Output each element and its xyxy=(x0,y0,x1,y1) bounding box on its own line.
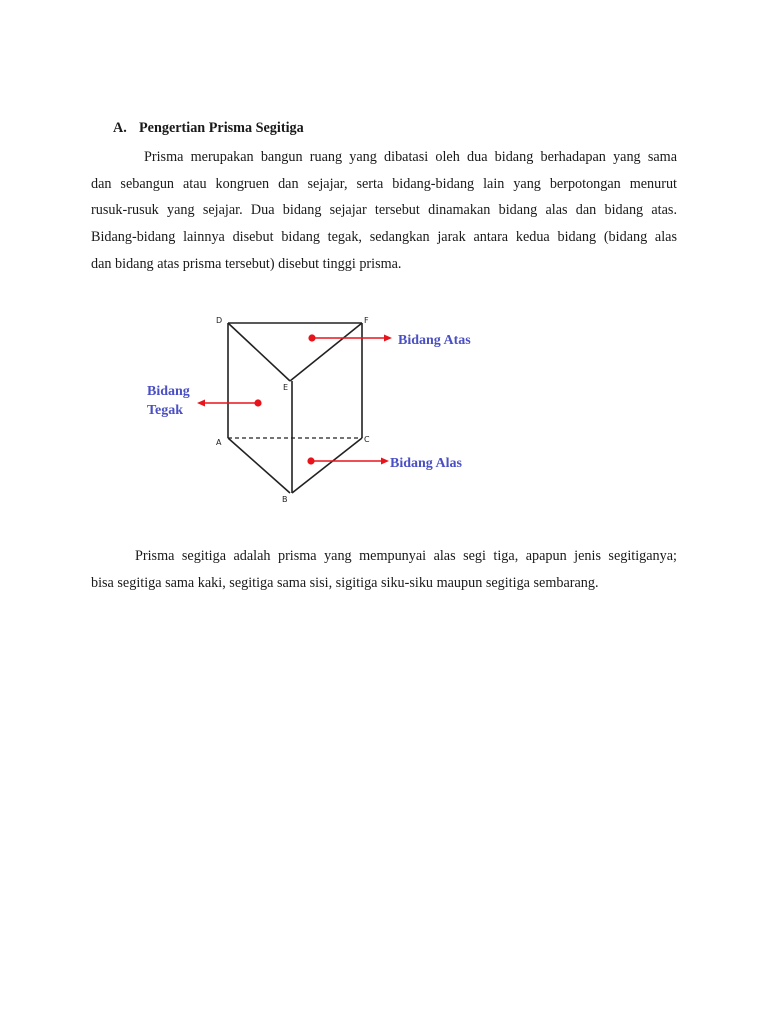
paragraph-line: rusuk-rusuk yang sejajar. Dua bidang sejajar tersebut dinamakan bidang alas dan bidang atas. xyxy=(91,202,677,219)
vertex-d-label: D xyxy=(216,316,223,325)
arrow-bidang-alas xyxy=(307,457,389,464)
bidang-alas-label: Bidang Alas xyxy=(390,456,462,471)
arrow-bidang-atas xyxy=(308,334,392,341)
section-number: A. xyxy=(113,120,127,136)
arrow-bidang-tegak xyxy=(197,399,262,406)
edge-fe xyxy=(290,323,362,381)
section-title: Pengertian Prisma Segitiga xyxy=(139,120,304,136)
paragraph-triangular-prism xyxy=(91,543,677,596)
section-heading xyxy=(113,120,304,137)
paragraph-line: Bidang-bidang lainnya disebut bidang tegak, sedangkan jarak antara kedua bidang (bidang alas xyxy=(91,229,677,246)
vertex-e-label: E xyxy=(283,383,289,392)
paragraph-line: bisa segitiga sama kaki, segitiga sama sisi, sigitiga siku-siku maupun segitiga sembarang. xyxy=(91,574,599,591)
paragraph-line: dan sebangun atau kongruen dan sejajar, serta bidang-bidang lain yang berpotongan menurut xyxy=(91,175,677,192)
edge-de xyxy=(228,323,290,381)
paragraph-line: Prisma merupakan bangun ruang yang dibatasi oleh dua bidang berhadapan yang sama xyxy=(144,149,677,165)
vertex-f-label: F xyxy=(364,316,369,325)
edge-ab xyxy=(228,438,290,493)
paragraph-line: Prisma segitiga adalah prisma yang mempunyai alas segi tiga, apapun jenis segitiganya; xyxy=(135,548,677,564)
bidang-tegak-label-line1: Bidang xyxy=(147,384,190,399)
paragraph-definition xyxy=(91,144,677,278)
edge-cb xyxy=(292,438,362,493)
vertex-b-label: B xyxy=(282,495,288,504)
bidang-atas-label: Bidang Atas xyxy=(398,333,471,348)
paragraph-line: dan bidang atas prisma tersebut) disebut tinggi prisma. xyxy=(91,255,402,272)
prism-diagram xyxy=(140,308,490,508)
bidang-tegak-label-line2: Tegak xyxy=(147,403,184,418)
vertex-c-label: C xyxy=(364,435,370,444)
vertex-a-label: A xyxy=(216,438,222,447)
prism-figure xyxy=(140,308,490,508)
